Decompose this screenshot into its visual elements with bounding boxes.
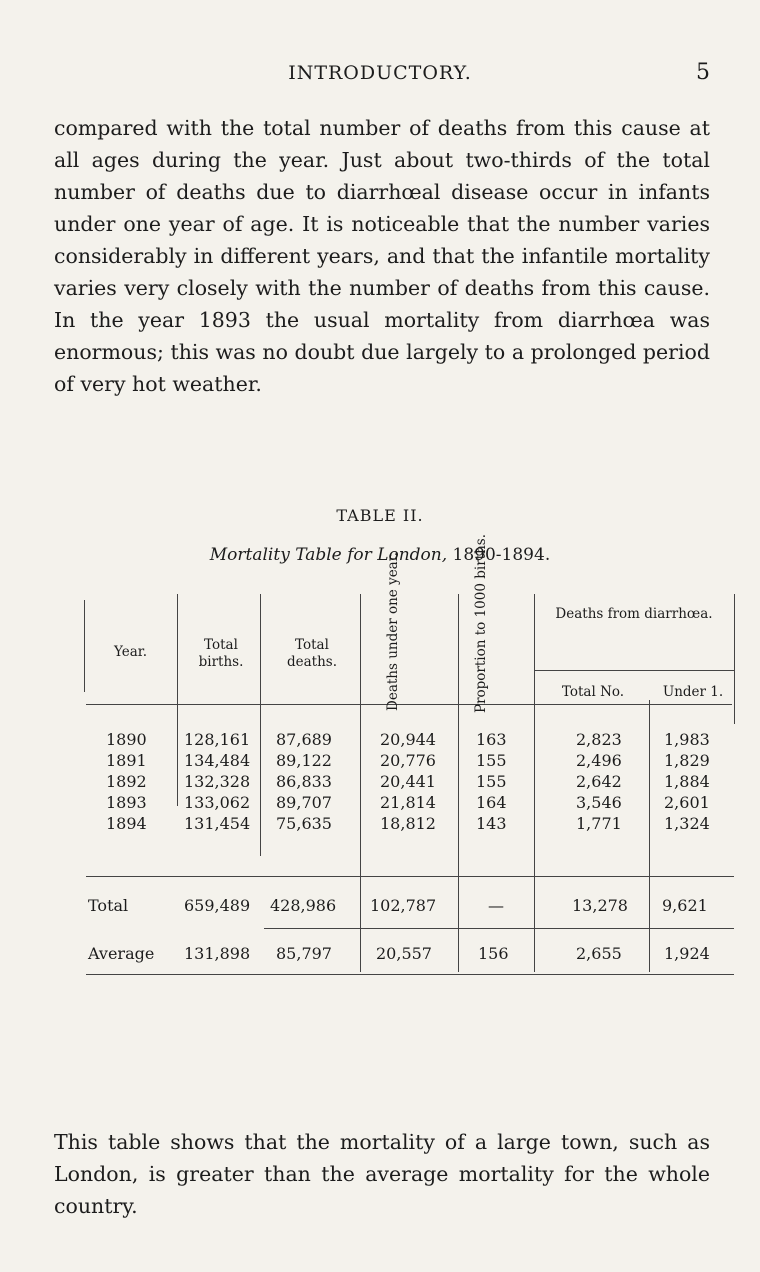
average-proportion: 156 xyxy=(478,944,509,963)
rule-diarrhoea-sub xyxy=(534,670,734,671)
total-under-one-year: 102,787 xyxy=(370,896,437,915)
header-total-no: Total No. xyxy=(561,684,625,700)
rule-col-3 xyxy=(360,594,361,972)
cell-diarrhoea-under-one: 1,829 xyxy=(664,751,710,770)
page-header xyxy=(40,60,720,94)
col-under-one-year xyxy=(380,729,436,834)
table-label: TABLE II. xyxy=(336,506,424,525)
cell-year: 1891 xyxy=(106,751,147,770)
cell-diarrhoea-total: 2,496 xyxy=(576,751,622,770)
page-number: 5 xyxy=(696,60,710,85)
col-deaths xyxy=(276,729,332,834)
cell-year: 1890 xyxy=(106,730,147,749)
average-births: 131,898 xyxy=(184,944,251,963)
cell-diarrhoea-total: 1,771 xyxy=(576,814,622,833)
col-proportion xyxy=(476,729,507,834)
rule-bottom xyxy=(86,974,734,975)
cell-deaths: 89,707 xyxy=(276,793,332,812)
average-deaths: 85,797 xyxy=(276,944,332,963)
cell-births: 133,062 xyxy=(184,793,251,812)
header-under-one: Under 1. xyxy=(662,684,724,700)
cell-under-one-year: 20,944 xyxy=(380,730,436,749)
total-diarrhoea-under-one: 9,621 xyxy=(662,896,708,915)
cell-births: 128,161 xyxy=(184,730,251,749)
table-caption-years: 1890-1894. xyxy=(452,545,551,565)
header-deaths-under-one: Deaths under one year. xyxy=(385,552,401,711)
average-label: Average xyxy=(88,944,155,963)
total-births: 659,489 xyxy=(184,896,251,915)
average-diarrhoea-total: 2,655 xyxy=(576,944,622,963)
cell-deaths: 75,635 xyxy=(276,814,332,833)
intro-paragraph: compared with the total number of deaths from this cause at all ages during the year. Just about two-thirds of the total number of deaths due to diarrhœal disease occur in infants under one year of age. It is noticeable that the number varies considerably in different years, and that the infantile mortality varies very closely with the number of deaths from this cause. In the year 1893 the usual mortality from diarrhœa was enormous; this was no doubt due largely to a prolonged period of very hot weather. xyxy=(54,116,710,396)
total-label: Total xyxy=(88,896,129,915)
cell-diarrhoea-total: 2,823 xyxy=(576,730,622,749)
cell-proportion: 155 xyxy=(476,751,507,770)
running-title: INTRODUCTORY. xyxy=(288,62,472,84)
total-deaths: 428,986 xyxy=(270,896,337,915)
average-diarrhoea-under-one: 1,924 xyxy=(664,944,710,963)
header-year: Year. xyxy=(113,644,148,660)
rule-col-1 xyxy=(177,594,178,806)
col-diarrhoea-under-one xyxy=(664,729,710,834)
header-proportion: Proportion to 1000 births. xyxy=(473,534,489,713)
cell-year: 1892 xyxy=(106,772,147,791)
table-caption-title: Mortality Table for London, xyxy=(209,545,448,565)
header-total-deaths: Total deaths. xyxy=(286,637,338,670)
cell-proportion: 164 xyxy=(476,793,507,812)
col-diarrhoea-total xyxy=(576,729,622,834)
cell-under-one-year: 18,812 xyxy=(380,814,436,833)
rule-col-4 xyxy=(458,594,459,972)
cell-diarrhoea-total: 2,642 xyxy=(576,772,622,791)
cell-births: 131,454 xyxy=(184,814,251,833)
cell-proportion: 143 xyxy=(476,814,507,833)
col-births xyxy=(184,729,250,834)
cell-births: 134,484 xyxy=(184,751,251,770)
cell-diarrhoea-total: 3,546 xyxy=(576,793,622,812)
cell-year: 1893 xyxy=(106,793,147,812)
cell-deaths: 86,833 xyxy=(276,772,332,791)
conclusion-paragraph: This table shows that the mortality of a large town, such as London, is greater than the average mortality for the whole country. xyxy=(54,1130,710,1218)
cell-under-one-year: 21,814 xyxy=(380,793,436,812)
cell-proportion: 163 xyxy=(476,730,507,749)
col-year xyxy=(106,729,147,834)
table-caption xyxy=(0,545,760,565)
cell-year: 1894 xyxy=(106,814,147,833)
rule-col-2 xyxy=(260,594,261,856)
cell-diarrhoea-under-one: 1,884 xyxy=(664,772,710,791)
rule-col-6 xyxy=(649,700,650,972)
average-under-one-year: 20,557 xyxy=(376,944,432,963)
header-total-births: Total births. xyxy=(198,637,244,670)
cell-diarrhoea-under-one: 2,601 xyxy=(664,793,710,812)
rule-before-total xyxy=(86,876,734,877)
rule-col-5 xyxy=(534,594,535,972)
rule-right xyxy=(734,594,735,724)
cell-under-one-year: 20,776 xyxy=(380,751,436,770)
header-diarrhoea-group: Deaths from diarrhœa. xyxy=(555,606,713,622)
rule-before-average xyxy=(264,928,734,929)
cell-births: 132,328 xyxy=(184,772,251,791)
total-proportion: — xyxy=(488,896,504,915)
cell-under-one-year: 20,441 xyxy=(380,772,436,791)
cell-diarrhoea-under-one: 1,983 xyxy=(664,730,710,749)
cell-deaths: 87,689 xyxy=(276,730,332,749)
total-diarrhoea-total: 13,278 xyxy=(572,896,628,915)
cell-proportion: 155 xyxy=(476,772,507,791)
cell-deaths: 89,122 xyxy=(276,751,332,770)
cell-diarrhoea-under-one: 1,324 xyxy=(664,814,710,833)
